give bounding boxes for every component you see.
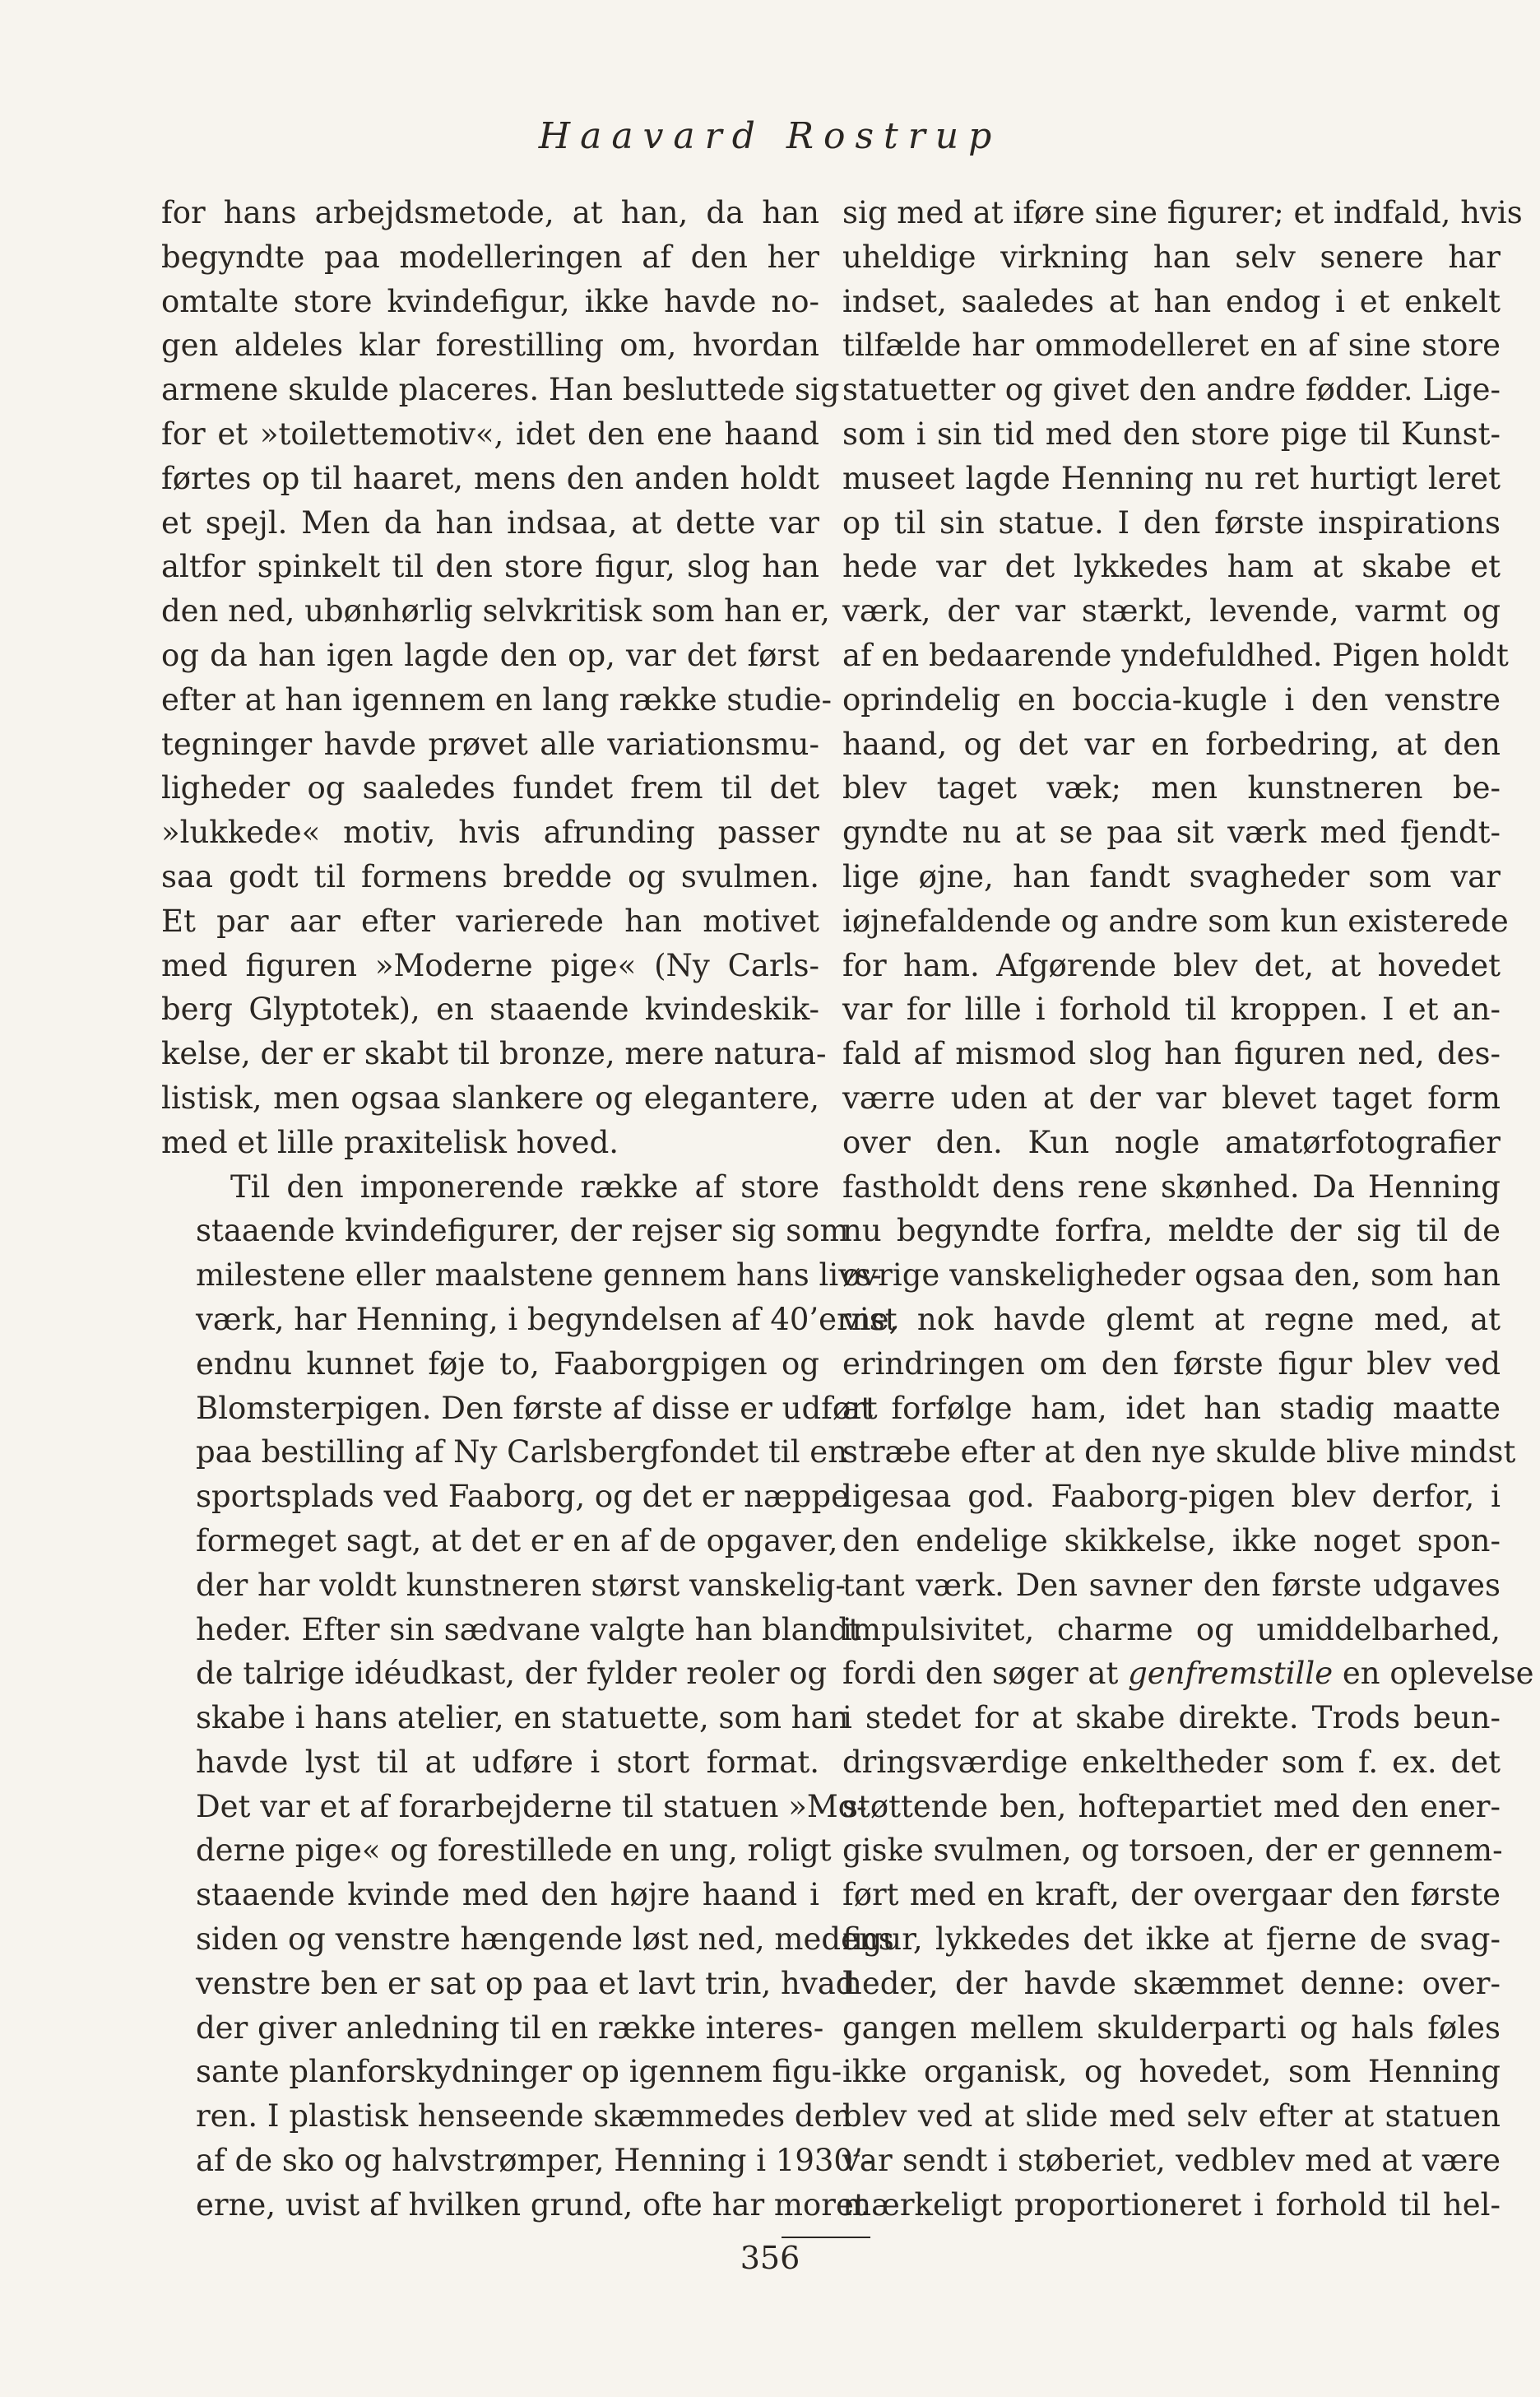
text-line: øvrige vanskeligheder ogsaa den, som han xyxy=(842,1257,1501,1294)
text-line: for ham. Afgørende blev det, at hovedet xyxy=(842,947,1501,983)
text-line: den endelige skikkelse, ikke noget spon- xyxy=(842,1522,1501,1559)
text-line: gyndte nu at se paa sit værk med fjendt- xyxy=(842,815,1501,851)
text-line: impulsivitet, charme og umiddelbarhed, xyxy=(842,1611,1501,1647)
text-line: der giver anledning til en række interes- xyxy=(196,2009,824,2046)
text-line: gen aldeles klar forestilling om, hvordan xyxy=(161,327,819,364)
text-line: derne pige« og forestillede en ung, roligt xyxy=(196,1833,832,1869)
text-line: værk, har Henning, i begyndelsen af 40’erne, xyxy=(196,1301,899,1337)
text-line: giske svulmen, og torsoen, der er gennem- xyxy=(842,1833,1503,1869)
text-line: oprindelig en boccia-kugle i den venstre xyxy=(842,681,1501,718)
text-line: tegninger havde prøvet alle variationsmu- xyxy=(161,726,819,762)
text-line: hede var det lykkedes ham at skabe et xyxy=(842,549,1501,585)
text-line: vist nok havde glemt at regne med, at xyxy=(842,1301,1501,1337)
text-line: Blomsterpigen. Den første af disse er udført xyxy=(196,1390,878,1426)
text-line: heder, der havde skæmmet denne: over- xyxy=(842,1965,1501,2001)
text-line: for et »toilettemotiv«, idet den ene haand xyxy=(161,416,819,452)
text-line: gangen mellem skulderparti og hals føles xyxy=(842,2009,1501,2046)
text-line: erindringen om den første figur blev ved xyxy=(842,1345,1501,1382)
text-line: Et par aar efter varierede han motivet xyxy=(161,903,819,939)
left-column xyxy=(161,191,899,2227)
text-line: af en bedaarende yndefuldhed. Pigen holdt xyxy=(842,637,1509,673)
text-line: fald af mismod slog han figuren ned, des- xyxy=(842,1036,1501,1072)
text-line: blev taget væk; men kunstneren be- xyxy=(842,770,1501,806)
text-line: endnu kunnet føje to, Faaborgpigen og xyxy=(196,1345,819,1382)
text-line: stræbe efter at den nye skulde blive mindst xyxy=(842,1434,1516,1470)
text-line: blev ved at slide med selv efter at statuen xyxy=(842,2098,1501,2135)
text-line: at forfølge ham, idet han stadig maatte xyxy=(842,1390,1501,1426)
text-line: nu begyndte forfra, meldte der sig til de xyxy=(842,1213,1501,1249)
text-line: ikke organisk, og hovedet, som Henning xyxy=(842,2054,1501,2090)
text-line: de talrige idéudkast, der fylder reoler og xyxy=(196,1656,828,1692)
right-column xyxy=(842,191,1534,2227)
text-line: begyndte paa modelleringen af den her xyxy=(161,239,819,275)
text-line: Det var et af forarbejderne til statuen »Mo- xyxy=(196,1788,867,1824)
text-line: over den. Kun nogle amatørfotografier xyxy=(842,1124,1501,1160)
text-line: op til sin statue. I den første inspirations xyxy=(842,504,1501,541)
text-line: sig med at iføre sine figurer; et indfald, hvis xyxy=(842,195,1523,230)
text-line: uheldige virkning han selv senere har xyxy=(842,239,1501,275)
text-line: armene skulde placeres. Han besluttede sig xyxy=(161,372,840,408)
emphasis: genfremstille xyxy=(1128,1656,1334,1692)
text-line: var sendt i støberiet, vedblev med at være xyxy=(842,2143,1501,2179)
text-line: og da han igen lagde den op, var det først xyxy=(161,637,819,673)
text-line: ren. I plastisk henseende skæmmedes den xyxy=(196,2098,852,2135)
page-number-rule xyxy=(782,2237,870,2238)
text-line: var for lille i forhold til kroppen. I et an- xyxy=(842,992,1501,1028)
text-line: formeget sagt, at det er en af de opgaver, xyxy=(196,1522,838,1559)
paragraph xyxy=(161,191,840,1165)
text-line: ligesaa god. Faaborg-pigen blev derfor, i xyxy=(842,1479,1501,1515)
text-line: af de sko og halvstrømper, Henning i 1930’- xyxy=(196,2143,874,2179)
text-line: figur, lykkedes det ikke at fjerne de svag- xyxy=(842,1921,1501,1958)
text-line: statuetter og givet den andre fødder. Lige- xyxy=(842,372,1501,408)
text-line: lige øjne, han fandt svagheder som var xyxy=(842,858,1501,894)
text-line: mærkeligt proportioneret i forhold til hel- xyxy=(842,2186,1501,2223)
text-line: med figuren »Moderne pige« (Ny Carls- xyxy=(161,947,819,983)
text-line: sante planforskydninger op igennem figu- xyxy=(196,2054,842,2090)
text-line: milestene eller maalstene gennem hans livs- xyxy=(196,1257,882,1294)
text-line: kelse, der er skabt til bronze, mere natura- xyxy=(161,1036,827,1072)
page-number: 356 xyxy=(740,2240,800,2276)
text-line: i stedet for at skabe direkte. Trods beun- xyxy=(842,1700,1501,1736)
text-line: erne, uvist af hvilken grund, ofte har moret xyxy=(196,2186,866,2223)
text-line: Til den imponerende række af store xyxy=(230,1168,819,1205)
text-line: tilfælde har ommodelleret en af sine store xyxy=(842,327,1501,364)
text-line: ligheder og saaledes fundet frem til det xyxy=(161,770,819,806)
text-line: omtalte store kvindefigur, ikke havde no- xyxy=(161,283,819,319)
text-line: værk, der var stærkt, levende, varmt og xyxy=(842,593,1501,629)
text-line: venstre ben er sat op paa et lavt trin, hvad xyxy=(196,1965,856,2001)
text-line: altfor spinkelt til den store figur, slog han xyxy=(161,549,819,585)
text-line: museet lagde Henning nu ret hurtigt leret xyxy=(842,460,1501,496)
text-line: dringsværdige enkeltheder som f. ex. det xyxy=(842,1744,1501,1780)
text-line: for hans arbejdsmetode, at han, da han xyxy=(161,195,819,230)
text-line: »lukkede« motiv, hvis afrunding passer xyxy=(161,815,819,851)
text-line: havde lyst til at udføre i stort format. xyxy=(196,1744,819,1780)
running-head: Haavard Rostrup xyxy=(538,115,1002,157)
text-line: efter at han igennem en lang række studie- xyxy=(161,681,833,718)
text-line: iøjnefaldende og andre som kun existerede xyxy=(842,903,1509,939)
text-line: sportsplads ved Faaborg, og det er næppe xyxy=(196,1479,850,1515)
text-line: værre uden at der var blevet taget form xyxy=(842,1080,1501,1116)
text-line: saa godt til formens bredde og svulmen. xyxy=(161,858,819,894)
text-line: listisk, men ogsaa slankere og elegantere, xyxy=(161,1080,819,1116)
paragraph xyxy=(842,191,1534,2227)
text-line: som i sin tid med den store pige til Kunst- xyxy=(842,416,1501,452)
text-line: tant værk. Den savner den første udgaves xyxy=(842,1567,1501,1603)
text-line: med et lille praxitelisk hoved. xyxy=(161,1124,619,1160)
paragraph xyxy=(161,1165,899,2227)
text-line: skabe i hans atelier, en statuette, som han xyxy=(196,1700,849,1736)
text-line: et spejl. Men da han indsaa, at dette var xyxy=(161,504,819,541)
text-line: staaende kvinde med den højre haand i xyxy=(196,1877,819,1913)
text-line: den ned, ubønhørlig selvkritisk som han er, xyxy=(161,593,830,629)
text-line: staaende kvindefigurer, der rejser sig som xyxy=(196,1213,849,1249)
text-line: der har voldt kunstneren størst vanskelig- xyxy=(196,1567,846,1603)
text-line: førtes op til haaret, mens den anden holdt xyxy=(161,460,819,496)
text-line: paa bestilling af Ny Carlsbergfondet til en xyxy=(196,1434,848,1470)
text-line: fastholdt dens rene skønhed. Da Henning xyxy=(842,1168,1501,1205)
text-line: støttende ben, hoftepartiet med den ener- xyxy=(842,1788,1501,1824)
text-line: siden og venstre hængende løst ned, medens xyxy=(196,1921,894,1958)
text-line: ført med en kraft, der overgaar den første xyxy=(842,1877,1501,1913)
text-line: heder. Efter sin sædvane valgte han blandt xyxy=(196,1611,861,1647)
text-line: haand, og det var en forbedring, at den xyxy=(842,726,1501,762)
text-line: indset, saaledes at han endog i et enkelt xyxy=(842,283,1501,319)
text-line: fordi den søger at genfremstille en oplevelse xyxy=(842,1656,1534,1692)
text-line: berg Glyptotek), en staaende kvindeskik- xyxy=(161,992,819,1028)
